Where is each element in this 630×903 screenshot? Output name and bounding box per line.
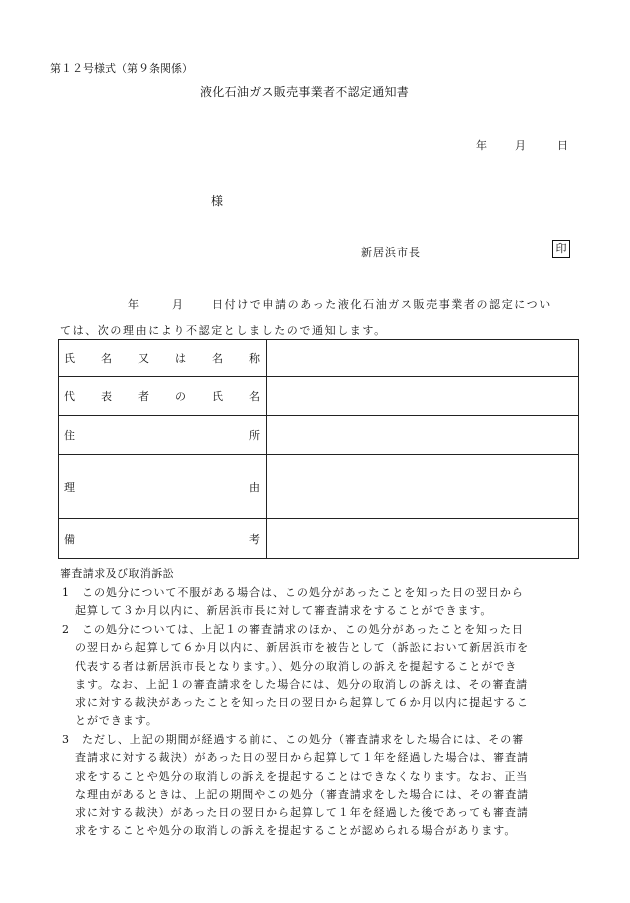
label-char: 理 bbox=[64, 480, 75, 494]
appeal-item-line: ます。なお、上記１の審査請求をした場合には、処分の取消しの訴えは、その審査請 bbox=[75, 677, 529, 691]
appeal-item-line: 求に対する裁決があったことを知った日の翌日から起算して６か月以内に提起するこ bbox=[75, 696, 529, 710]
appeal-item-line: とができます。 bbox=[75, 714, 158, 728]
table-row bbox=[59, 455, 579, 519]
appeal-item-line: ただし、上記の期間が経過する前に、この処分（審査請求をした場合には、その審 bbox=[82, 733, 525, 746]
appeal-item-line: 求をすることや処分の取消しの訴えを提起することはできなくなります。なお、正当 bbox=[75, 769, 529, 783]
row-label bbox=[59, 377, 267, 416]
label-char: 称 bbox=[249, 352, 260, 365]
label-char: 備 bbox=[64, 532, 75, 546]
row-label bbox=[59, 340, 267, 377]
seal-mark: 印 bbox=[552, 240, 570, 258]
appeal-item-line: 求に対する裁決）があった日の翌日から起算して１年を経過した後であっても審査請 bbox=[75, 806, 529, 820]
appeal-item-number: 1 bbox=[62, 586, 69, 599]
info-table bbox=[58, 339, 579, 559]
appeal-item-number: 2 bbox=[62, 623, 69, 636]
table-row bbox=[59, 340, 579, 377]
appeal-item bbox=[62, 731, 582, 841]
appeal-item-number: 3 bbox=[62, 733, 69, 746]
row-label bbox=[59, 416, 267, 455]
appeal-item bbox=[62, 584, 582, 621]
row-value-field bbox=[267, 416, 579, 455]
label-char: 名 bbox=[212, 352, 223, 365]
label-char: 名 bbox=[249, 390, 260, 403]
row-value-field bbox=[267, 377, 579, 416]
label-char: 代 bbox=[64, 390, 75, 403]
table-row bbox=[59, 519, 579, 559]
appeal-item-line: 代表する者は新居浜市長となります。）、処分の取消しの訴えを提起することができ bbox=[75, 659, 518, 673]
row-value-field bbox=[267, 455, 579, 519]
label-char: 考 bbox=[249, 532, 260, 546]
label-char: 表 bbox=[101, 390, 112, 403]
appeal-item-line: この処分については、上記１の審査請求のほか、この処分があったことを知った日 bbox=[82, 623, 524, 636]
label-char: 氏 bbox=[212, 390, 223, 403]
date-year-label: 年 bbox=[476, 139, 487, 152]
appeal-item-line: 起算して３か月以内に、新居浜市長に対して審査請求をすることができます。 bbox=[75, 604, 493, 618]
date-day-label: 日 bbox=[557, 139, 568, 152]
body-year-label: 年 bbox=[128, 298, 141, 311]
issuer-name: 新居浜市長 bbox=[361, 246, 421, 259]
row-value-field bbox=[267, 340, 579, 377]
appeal-item-line: 査請求に対する裁決）があった日の翌日から起算して１年を経過した場合は、審査請 bbox=[75, 751, 529, 765]
appeal-item-line: な理由があるときは、上記の期間やこの処分（審査請求をした場合には、その審査請 bbox=[75, 787, 530, 801]
document-title: 液化石油ガス販売事業者不認定通知書 bbox=[200, 85, 410, 99]
label-char: 名 bbox=[101, 352, 112, 365]
table-row bbox=[59, 377, 579, 416]
row-label bbox=[59, 519, 267, 559]
label-char: 由 bbox=[249, 480, 260, 494]
label-char: の bbox=[175, 390, 186, 403]
appeal-item-line: の翌日から起算して６か月以内に、新居浜市を被告として（訴訟において新居浜市を bbox=[75, 641, 530, 655]
row-label bbox=[59, 455, 267, 519]
label-char: 住 bbox=[64, 429, 75, 442]
appeal-item bbox=[62, 621, 582, 731]
label-char: 又 bbox=[138, 352, 149, 365]
appeal-item-line: 求をすることや処分の取消しの訴えを提起することが認められる場合があります。 bbox=[75, 824, 517, 838]
body-text: 日付けで申請のあった液化石油ガス販売事業者の認定につい bbox=[212, 298, 552, 311]
appeal-item-line: この処分について不服がある場合は、この処分があったことを知った日の翌日から bbox=[82, 586, 524, 599]
label-char: 氏 bbox=[64, 352, 75, 365]
form-number: 第１２号様式（第９条関係） bbox=[50, 62, 193, 75]
appeal-heading: 審査請求及び取消訴訟 bbox=[60, 567, 174, 580]
body-text-line-2: ては、次の理由により不認定としましたので通知します。 bbox=[60, 324, 387, 337]
addressee-suffix: 様 bbox=[211, 194, 224, 208]
row-value-field bbox=[267, 519, 579, 559]
date-month-label: 月 bbox=[515, 139, 526, 152]
label-char: は bbox=[175, 352, 186, 365]
label-char: 所 bbox=[249, 429, 260, 442]
label-char: 者 bbox=[138, 390, 149, 403]
table-row bbox=[59, 416, 579, 455]
body-month-label: 月 bbox=[172, 298, 185, 311]
